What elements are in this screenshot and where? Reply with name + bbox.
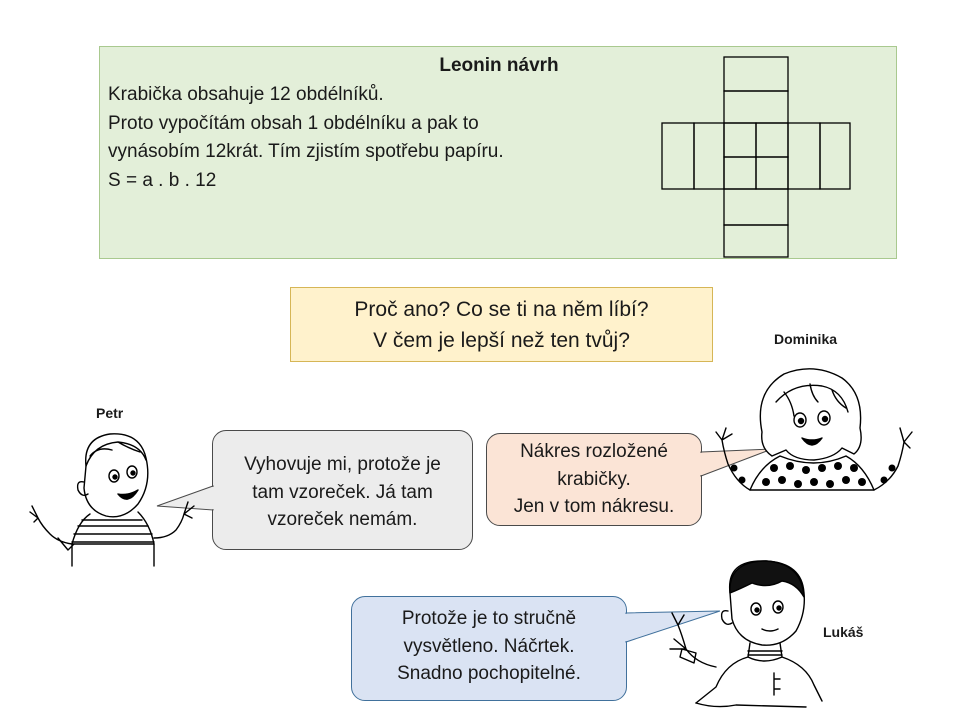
- name-petr: Petr: [96, 405, 124, 421]
- petr-illustration: [28, 426, 198, 568]
- question-line: Proč ano? Co se ti na něm líbí?: [354, 298, 649, 321]
- question-line: V čem je lepší než ten tvůj?: [373, 329, 630, 352]
- speech-line: Protože je to stručně: [401, 608, 577, 629]
- proposal-line: Krabička obsahuje 12 obdélníků.: [108, 84, 384, 105]
- name-dominika: Dominika: [774, 331, 838, 347]
- speech-line: tam vzoreček. Já tam: [252, 481, 433, 503]
- name-lukas: Lukáš: [823, 624, 864, 640]
- lukas-illustration: [656, 553, 836, 715]
- dominika-illustration: [714, 362, 914, 502]
- proposal-line: vynásobím 12krát. Tím zjistím spotřebu papíru.: [108, 141, 504, 162]
- speech-line: Snadno pochopitelné.: [397, 663, 581, 684]
- proposal-title: Leonin návrh: [439, 55, 559, 76]
- speech-line: Vyhovuje mi, protože je: [244, 454, 441, 475]
- proposal-formula: S = a . b . 12: [108, 169, 217, 191]
- speech-line: krabičky.: [557, 468, 631, 490]
- proposal-line: Proto vypočítám obsah 1 obdélníku a pak to: [108, 112, 479, 134]
- speech-line: vzoreček nemám.: [267, 509, 418, 530]
- speech-line: Jen v tom nákresu.: [513, 496, 675, 517]
- speech-line: Nákres rozložené: [520, 441, 668, 462]
- speech-line: vysvětleno. Náčrtek.: [403, 635, 575, 657]
